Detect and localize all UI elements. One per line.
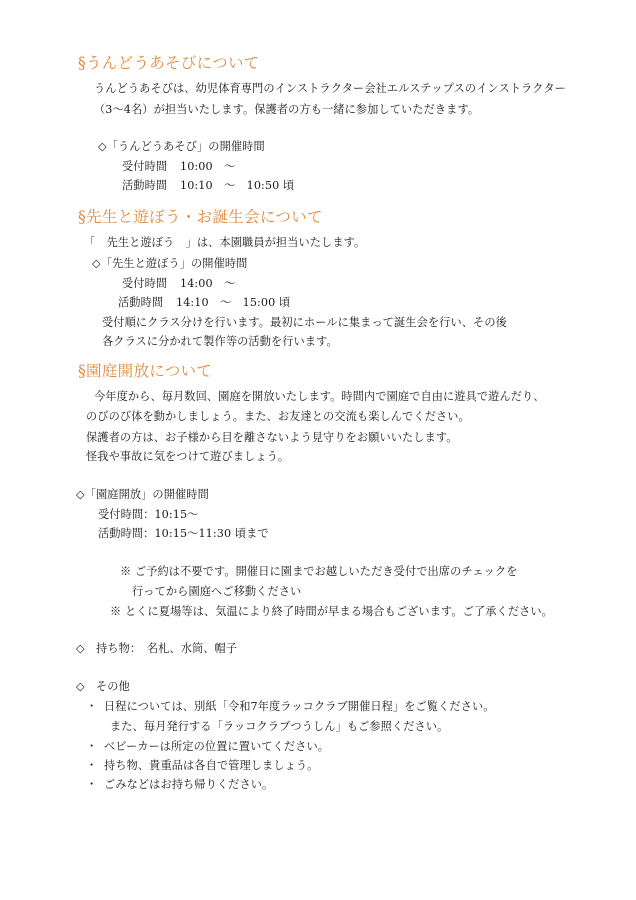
sensei-reception-time: 14:00 ～ bbox=[180, 277, 236, 290]
entei-reception: 受付時間：10:15～ bbox=[98, 508, 199, 521]
others-bullet-1: ・ bbox=[86, 700, 98, 713]
undou-activity-time: 10:10 ～ 10:50 頃 bbox=[180, 179, 295, 192]
others-title: ◇ その他 bbox=[76, 680, 130, 693]
undou-reception-row bbox=[122, 160, 235, 174]
sensei-activity-label: 活動時間 bbox=[118, 296, 164, 309]
section-heading-entei-kaihou: §園庭開放について bbox=[78, 362, 213, 380]
sensei-note-line-2: 各クラスに分かれて製作等の活動を行います。 bbox=[102, 335, 338, 348]
entei-note-2: ※ とくに夏場等は、気温により終了時間が早まる場合もございます。ご了承ください。 bbox=[110, 605, 553, 618]
undou-reception-label: 受付時間 bbox=[122, 160, 168, 173]
section-heading-sensei-to-asobou: §先生と遊ぼう・お誕生会について bbox=[78, 208, 323, 226]
belongings-line: ◇ 持ち物： 名札、水筒、帽子 bbox=[76, 642, 238, 655]
sensei-note-line-1: 受付順にクラス分けを行います。最初にホールに集まって誕生会を行い、その後 bbox=[102, 316, 507, 329]
entei-para-line-3: 保護者の方は、お子様から目を離さないよう見守りをお願いいたします。 bbox=[86, 431, 458, 444]
undou-activity-label: 活動時間 bbox=[122, 179, 168, 192]
sensei-schedule-title: ◇「先生と遊ぼう」の開催時間 bbox=[92, 257, 248, 270]
others-bullet-2: ・ bbox=[86, 740, 98, 753]
entei-note-1-line-2: 行ってから園庭へご移動ください bbox=[132, 585, 302, 598]
undou-reception-time: 10:00 ～ bbox=[180, 160, 236, 173]
others-item-4: ごみなどはお持ち帰りください。 bbox=[104, 778, 274, 791]
undou-intro-line-1: うんどうあそびは、幼児体育専門のインストラクター会社エルステップスのインストラクター bbox=[94, 82, 566, 95]
section-heading-undou-asobi: §うんどうあそびについて bbox=[78, 54, 260, 72]
undou-schedule-title: ◇「うんどうあそび」の開催時間 bbox=[98, 140, 265, 153]
sensei-reception-label: 受付時間 bbox=[122, 277, 168, 290]
sensei-reception-row bbox=[122, 277, 235, 291]
others-item-3: 持ち物、貴重品は各自で管理しましょう。 bbox=[104, 759, 319, 772]
entei-note-1-line-1: ※ ご予約は不要です。開催日に園までお越しいただき受付で出席のチェックを bbox=[120, 565, 518, 578]
others-item-1-line-1: 日程については、別紙「令和7年度ラッコクラブ開催日程」をご覧ください。 bbox=[104, 700, 495, 713]
entei-schedule-title: ◇「園庭開放」の開催時間 bbox=[76, 488, 209, 501]
entei-activity: 活動時間：10:15～11:30 頃まで bbox=[98, 527, 269, 540]
entei-para-line-2: のびのび体を動かしましょう。また、お友達との交流も楽しんでください。 bbox=[86, 410, 470, 423]
undou-activity-row bbox=[122, 179, 294, 193]
others-bullet-3: ・ bbox=[86, 759, 98, 772]
others-bullet-4: ・ bbox=[86, 778, 98, 791]
sensei-activity-row bbox=[118, 296, 290, 310]
entei-para-line-4: 怪我や事故に気をつけて遊びましょう。 bbox=[86, 450, 290, 463]
sensei-intro-line: 「 先生と遊ぼう 」は、本園職員が担当いたします。 bbox=[84, 236, 366, 249]
undou-intro-line-2: （3～4名）が担当いたします。保護者の方も一緒に参加していただきます。 bbox=[94, 103, 480, 116]
sensei-activity-time: 14:10 ～ 15:00 頃 bbox=[176, 296, 291, 309]
entei-para-line-1: 今年度から、毎月数回、園庭を開放いたします。時間内で園庭で自由に遊具で遊んだり、 bbox=[94, 390, 545, 403]
others-item-2: ベビーカーは所定の位置に置いてください。 bbox=[104, 740, 330, 753]
others-item-1-line-2: また、毎月発行する「ラッコクラブつうしん」もご参照ください。 bbox=[110, 720, 449, 733]
